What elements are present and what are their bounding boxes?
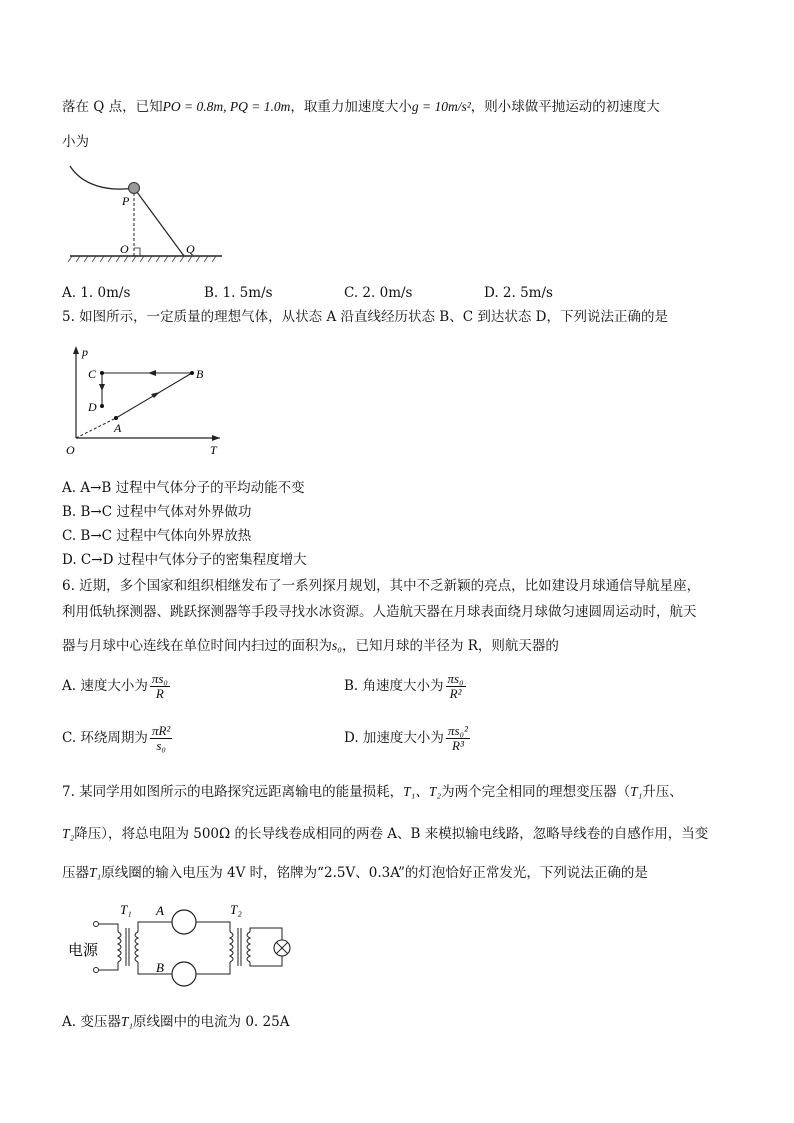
q6-stem-line3: 器与月球中心连线在单位时间内扫过的面积为s₀，已知月球的半径为 R，则航天器的 [62,638,559,654]
q5-point-D: D [88,400,97,414]
q6-option-a-fraction: $\frac{\text{πs₀}}{R}$ [151,671,168,701]
q6-option-d: D. 加速度大小为 $\frac{\text{πs₀²}}{\text{R³}}$ [344,723,468,753]
q6-option-a: A. 速度大小为 $\frac{\text{πs₀}}{R}$ [62,671,168,701]
q7-label-T1: T₁ [120,902,132,917]
q4-option-c: C. 2. 0m/s [344,285,413,301]
q5-axis-p: p [82,345,88,359]
q6-option-b-fraction: $\frac{\text{πs₀}}{\text{R²}}$ [447,671,464,701]
q6-option-d-fraction: $\frac{\text{πs₀²}}{\text{R³}}$ [447,723,468,753]
q4-stem-line1: 落在 Q 点，已知PO = 0.8m, PQ = 1.0m，取重力加速度大小g = 10m/s²，则小球做平抛运动的初速度大 [62,99,660,115]
q5-stem: 5. 如图所示，一定质量的理想气体，从状态 A 沿直线经历状态 B、C 到达状态 D，下列说法正确的是 [62,309,668,325]
q6-option-b: B. 角速度大小为 $\frac{\text{πs₀}}{\text{R²}}$ [344,671,464,701]
q6-option-c: C. 环绕周期为 $\frac{\text{πR²}}{\text{s₀}}$ [62,723,171,753]
q4-label-P: P [122,194,130,208]
q5-point-A: A [114,421,122,435]
q6-option-c-fraction: $\frac{\text{πR²}}{\text{s₀}}$ [151,723,171,753]
q5-option-c: C. B→C 过程中气体向外界放热 [62,528,252,544]
q7-label-B: B [156,960,164,975]
q4-option-a: A. 1. 0m/s [62,285,131,301]
q5-figure-pt-diagram [62,340,232,460]
q7-option-a: A. 变压器T₁原线圈中的电流为 0. 25A [62,1014,290,1030]
q5-point-B: B [196,367,204,381]
q5-axis-T: T [210,443,217,457]
q6-stem-line2: 利用低轨探测器、跳跃探测器等手段寻找水冰资源。人造航天器在月球表面绕月球做匀速圆周运动时，航天 [62,604,697,620]
q5-origin-O: O [66,443,75,457]
q4-option-d: D. 2. 5m/s [484,285,553,301]
q7-figure-transmission-circuit [62,898,302,998]
q5-option-a: A. A→B 过程中气体分子的平均动能不变 [62,480,305,496]
q5-option-b: B. B→C 过程中气体对外界做功 [62,504,252,520]
q5-point-C: C [88,367,97,381]
q7-stem-line3: 压器T₁原线圈的输入电压为 4V 时，铭牌为“2.5V、0.3A”的灯泡恰好正常发光，下列说法正确的是 [62,865,648,881]
q7-stem-line2: T₂降压），将总电阻为 500Ω 的长导线卷成相同的两卷 A、B 来模拟输电线路，忽略导线卷的自感作用，当变 [62,826,709,842]
q4-label-Q: Q [186,242,195,256]
q4-label-O: O [120,242,129,256]
q7-label-A: A [156,903,164,918]
q4-figure-projectile [62,160,242,270]
q4-stem-line2: 小为 [62,134,89,150]
q7-label-source: 电源 [68,943,99,959]
q7-label-T2: T₂ [230,902,242,917]
q4-option-b: B. 1. 5m/s [204,285,273,301]
q5-option-d: D. C→D 过程中气体分子的密集程度增大 [62,552,307,568]
q6-stem-line1: 6. 近期，多个国家和组织相继发布了一系列探月规划，其中不乏新颖的亮点，比如建设月球通信导航星座， [62,578,701,594]
q7-stem-line1: 7. 某同学用如图所示的电路探究远距离输电的能量损耗，T₁、T₂为两个完全相同的理想变压器（T₁升压、 [62,784,683,800]
q4-condition-math: PO = 0.8m, PQ = 1.0m [162,99,291,114]
q4-gravity-math: g = 10m/s² [411,99,471,114]
